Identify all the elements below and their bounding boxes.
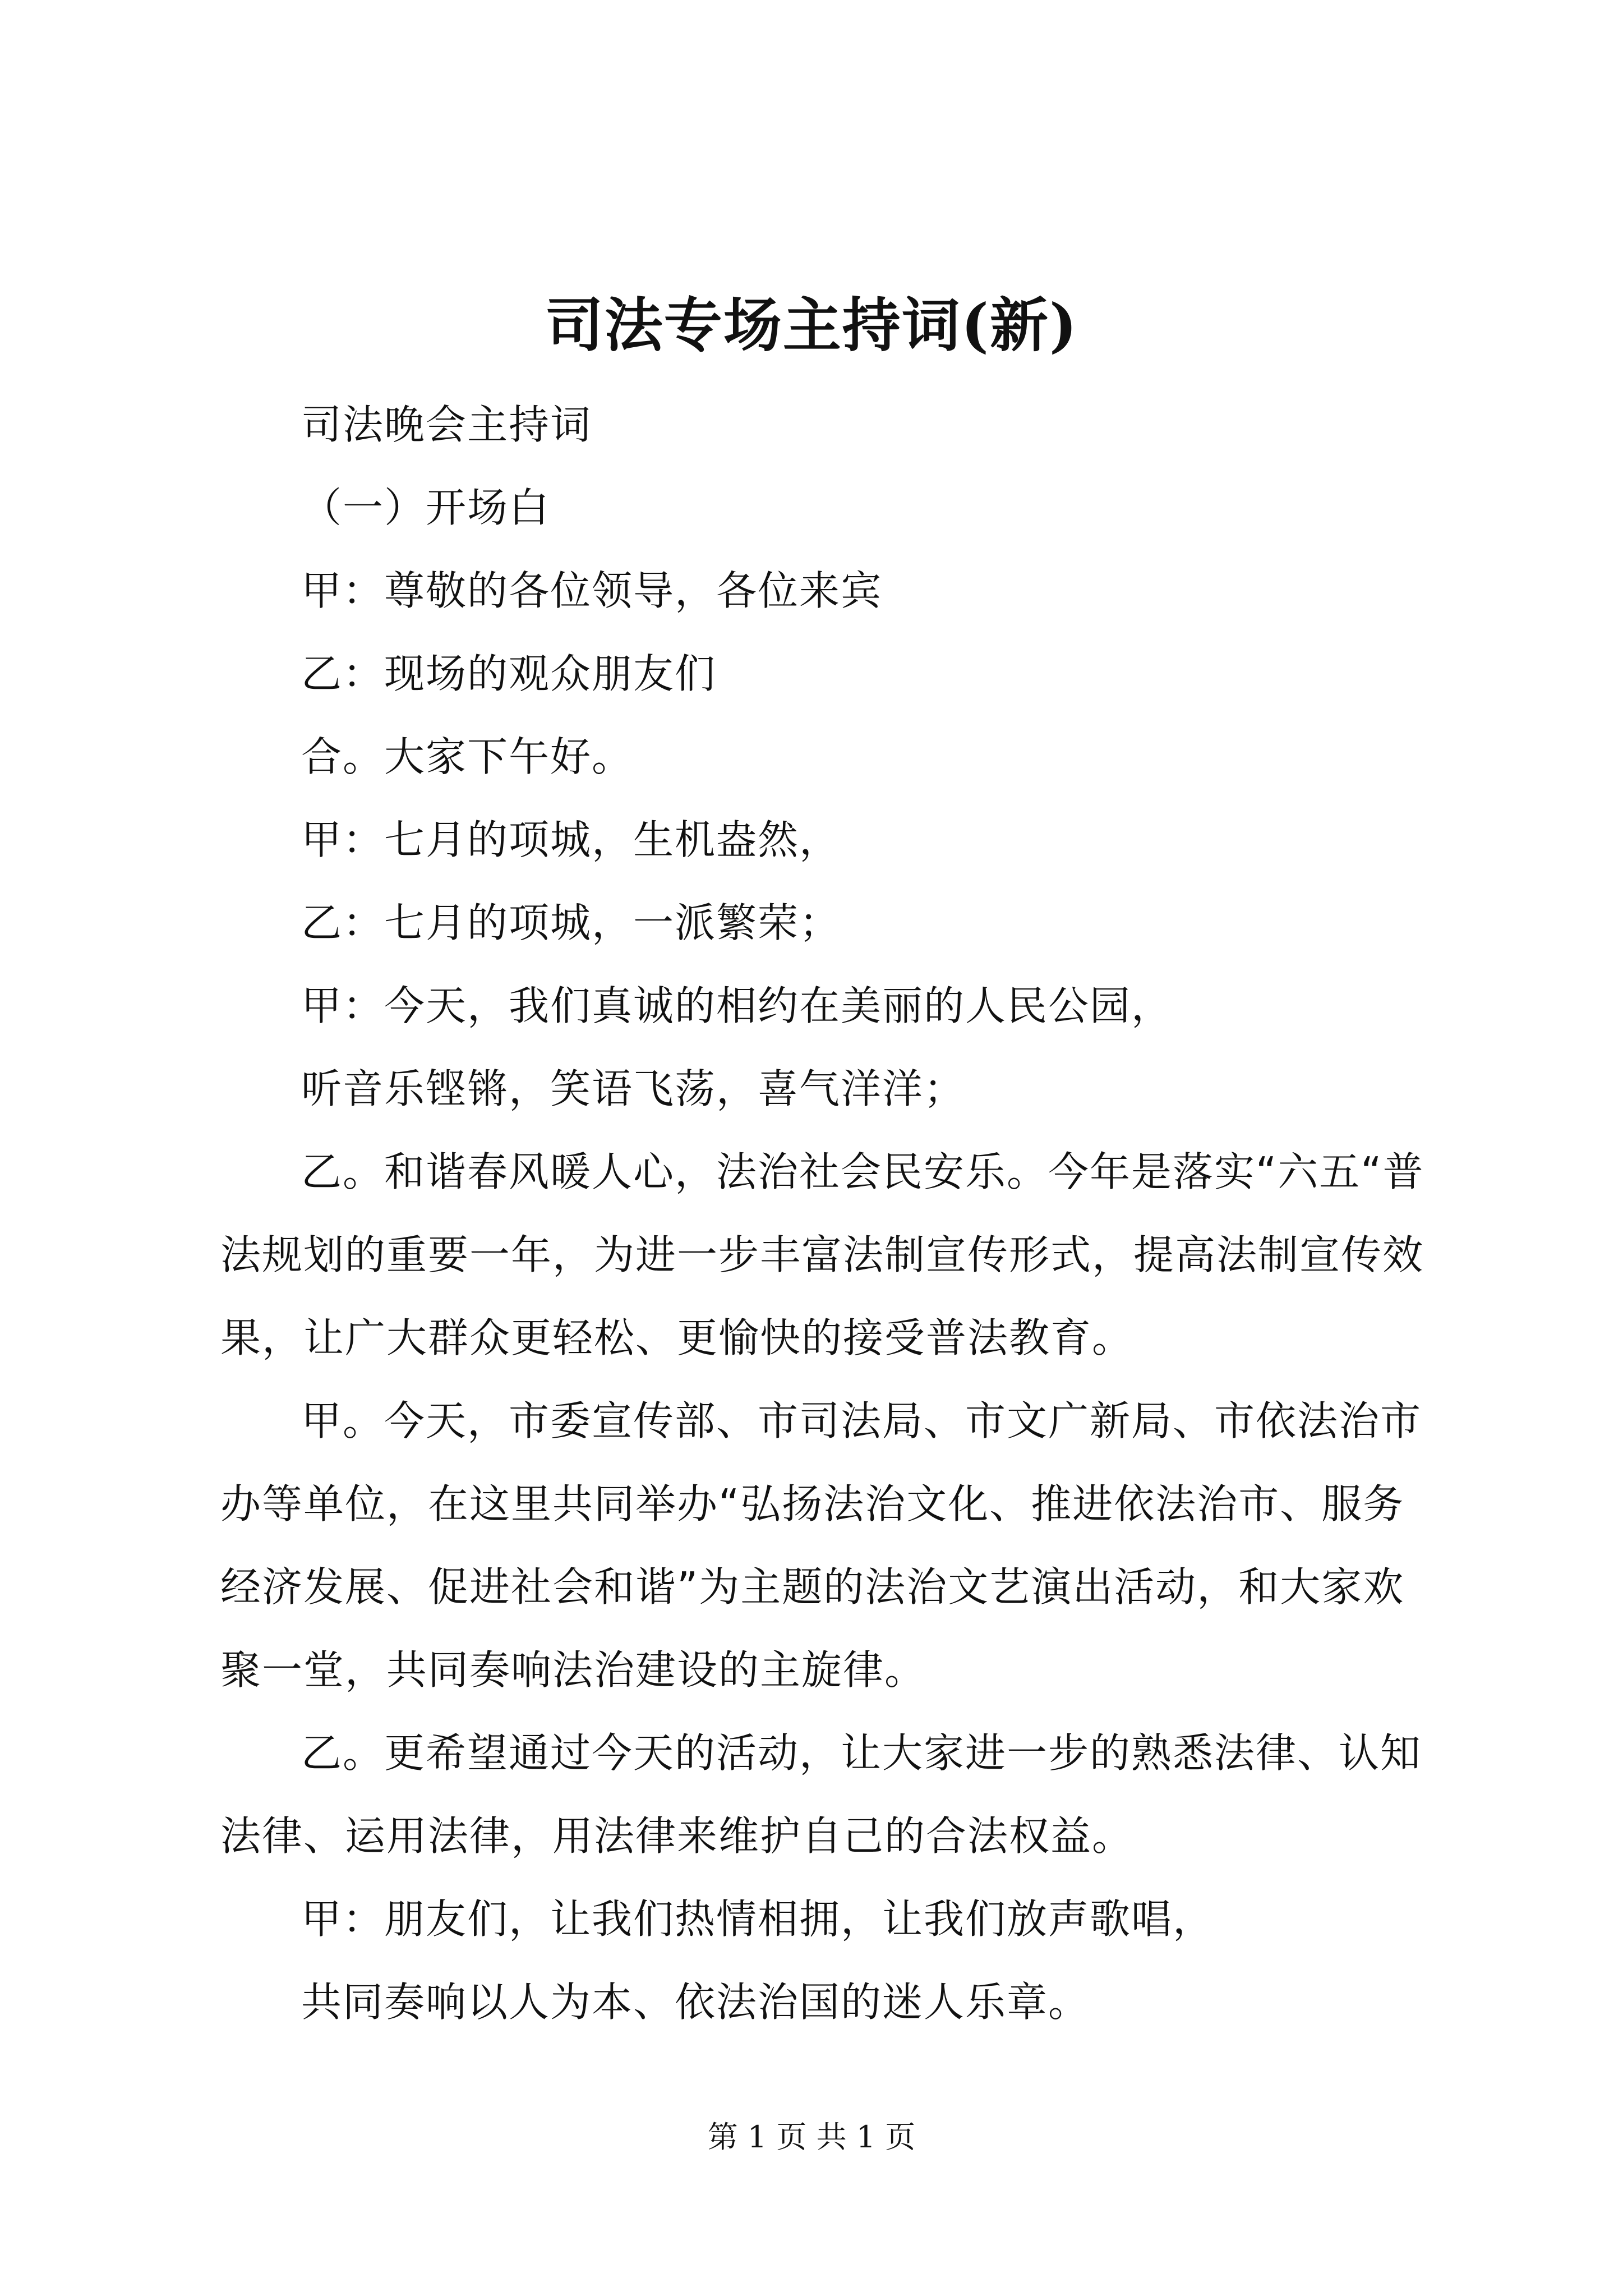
- paragraph: （一）开场白: [301, 484, 551, 531]
- paragraph: 甲。今天，市委宣传部、市司法局、市文广新局、市依法治市办等单位，在这里共同举办“弘扬法治文化、推进依法治市、服务经济发展、促进社会和谐”为主题的法治文艺演出活动，和大家欢聚一堂，共同奏响法治建设的主旋律。: [220, 1397, 1422, 1694]
- document-title: 司法专场主持词(新): [545, 291, 1078, 360]
- paragraph: 甲：尊敬的各位领导，各位来宾: [301, 567, 883, 614]
- paragraph: 司法晚会主持词: [301, 401, 592, 448]
- paragraph: 甲：七月的项城，生机盎然，: [301, 816, 841, 863]
- paragraph: 乙。和谐春风暖人心，法治社会民安乐。今年是落实“六五“普法规划的重要一年，为进一步丰富法制宣传形式，提高法制宣传效果，让广大群众更轻松、更愉快的接受普法教育。: [220, 1148, 1424, 1361]
- paragraph: 乙。更希望通过今天的活动，让大家进一步的熟悉法律、认知法律、运用法律，用法律来维护自己的合法权益。: [220, 1729, 1422, 1860]
- paragraph: 乙：七月的项城，一派繁荣；: [301, 899, 841, 946]
- paragraph: 甲：朋友们，让我们热情相拥，让我们放声歌唱，: [301, 1895, 1215, 1943]
- paragraph: 合。大家下午好。: [301, 733, 634, 780]
- page-footer: 第 1 页 共 1 页: [707, 2119, 916, 2155]
- document-body: [220, 383, 1432, 2044]
- paragraph: 甲：今天，我们真诚的相约在美丽的人民公园，: [301, 982, 1173, 1029]
- paragraph: 乙：现场的观众朋友们: [301, 650, 717, 697]
- paragraph: 共同奏响以人为本、依法治国的迷人乐章。: [301, 1978, 1090, 2026]
- paragraph: 听音乐铿锵，笑语飞荡，喜气洋洋；: [301, 1065, 966, 1112]
